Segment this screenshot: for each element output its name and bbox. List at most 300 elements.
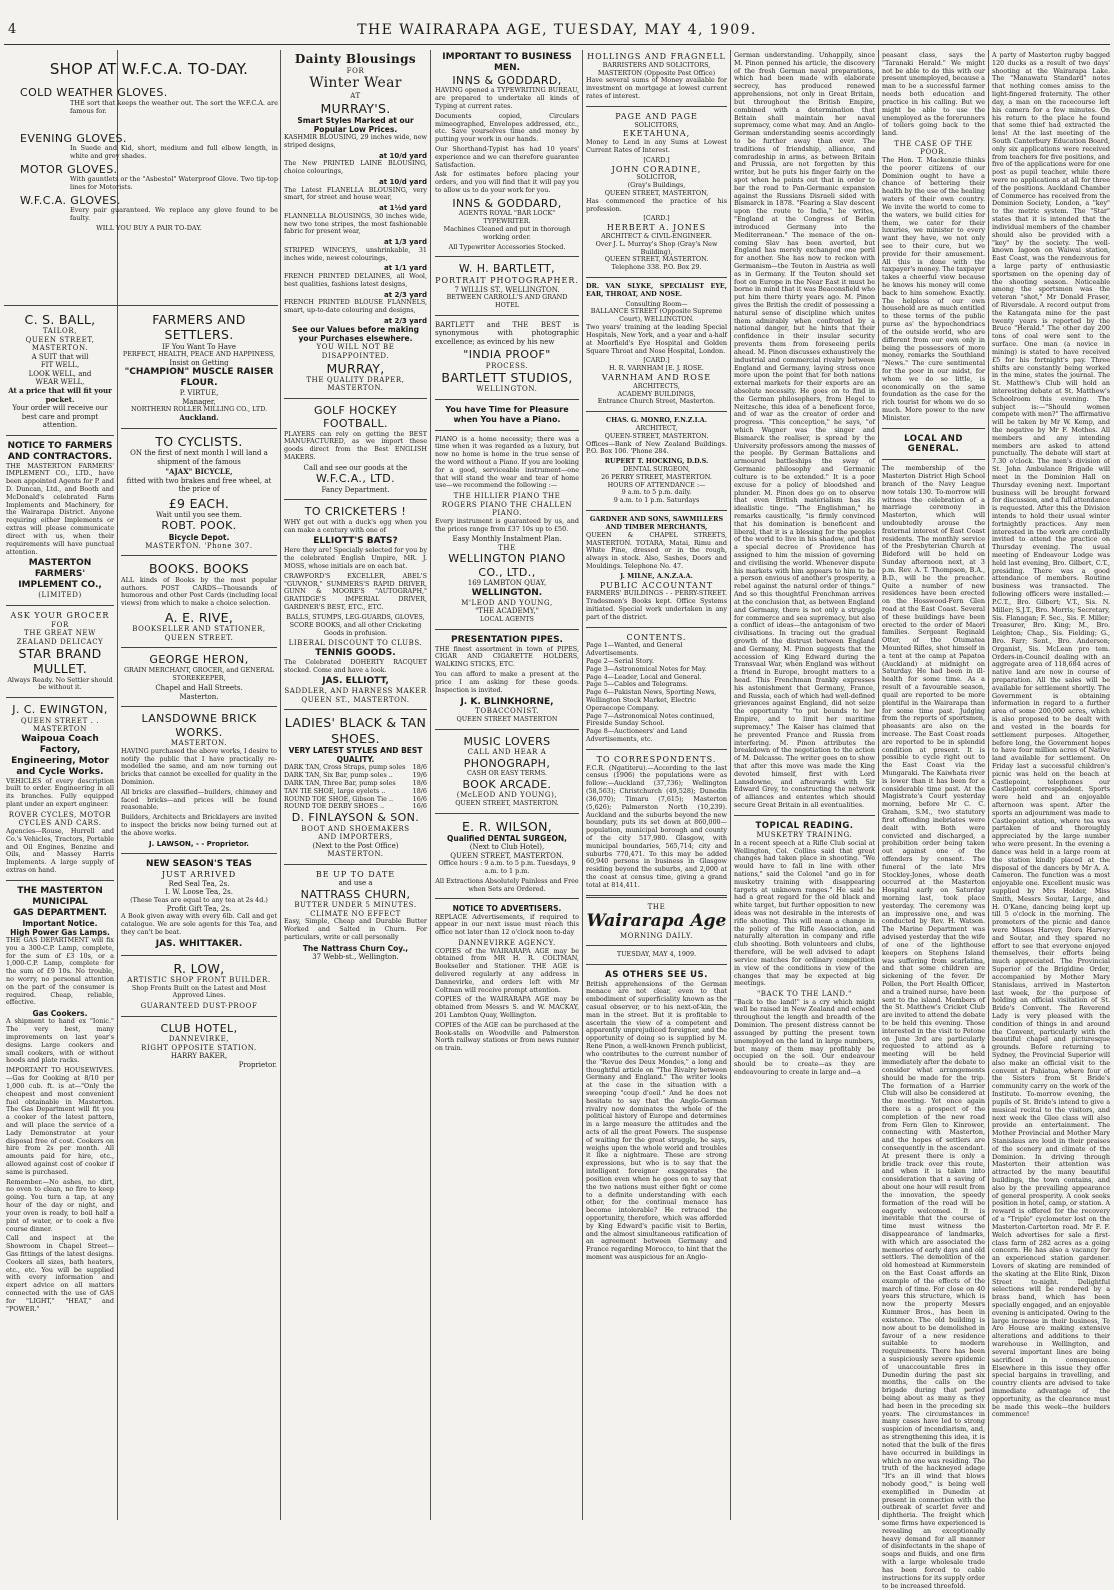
ajax-wait: Wait until you see them.: [156, 510, 242, 519]
contents-item: Page 4—Leader, Local and General.: [586, 672, 702, 681]
farmers-insist: Insist on Getting: [169, 358, 229, 367]
teas-arrived: JUST ARRIVED: [161, 870, 237, 880]
local-general-text: The membership of the Masterton District High School branch of the Navy League now totals 130. To-morrow will witness the celebration of a marriage ceremony in Masterton, which will undoubtedly arouse the fraternal interest of East Coast residents. The monthly service of the Presbyterian Church at Bideford will be held on Sunday afternoon next, at 3 p.m. Rev. A. T. Thompson, B.A., B.D., will be the preacher. Quite a number of new residences have been erected on the Hosswood-Fern Glen road at the East Coast. Several of these buildings have been erected to the order of Maori families. Sergeant Reginald Otter, of the Otumatea Mounted Rifles, shot himself in a tent at the camp at Papatoa (Auckland) at midnight on Saturday. He had been in ill-health for some time. As a result of a favourable season, quail are reported to be more plentiful in the Wairarapa than for some time past. Judging from the reports of sportsmen, pheasants are also on the increase. The East Coast roads are reported to be in splendid condition at present. It is possible to cycle right out to the East Coast via the Mungaraki. The Kaiwhata river is lower than it has been for a considerable time past. At the Magistrate's Court yesterday morning, before Mr C. C. Graham, S.M., two statutory first offending inebriates were dealt with. Both were convicted and discharged, a prohibition order being taken out against one of the offenders by consent. The funeral of the late Mrs Stockley-Jones, whose death occurred at the Masterton Hospital early on Saturday morning last, took place yesterday. The ceremony was an impressive one, and was conducted by Rev. H. Watson. The Marine Department was advised yesterday that the wife of one of the lighthouse keepers on Stephens Island was suffering from scarlatina, and that some children are sickening of the fever. Dr Pollen, the Port Health Officer, and a trained nurse, have been sent to the island. Members of the St. Matthew's Cricket Club are invited to attend the debate to be held this evening. Those interested in the visit to Petone on June 3rd are particularly requested to attend as a meeting will be held immediately after the debate to consider what arrangements should be made for the trip. The formation of a Harrier Club will also be considered at the meeting. Yet once again there is a prospect of the completion of the new road from Fern Glen to Kinrower, connecting with Masterton, and the hopes of settlers are consequently in the ascendant. At present there is only a bridle track over this route, and when it is taken into consideration that a saving of about one hour will result from the innovation, the speedy formation of the road will be eagerly welcomed. It is inevitable that the course of time must witness the disappearance of landmarks, with which are associated the memories of early days and old settlers. The demolition of the old homestead at Kummerstein on the East Coast affords an example of the effects of the march of time. For close on 40 years this structure, which is now the property Messrs Kummer Bros., has been in existence. The old building is now about to be demolished in favour of a new residence suitable to modern requirements. There has been a suspiciously severe epidemic of unaccountable fires in Dunedin during the past six months, the calls on the brigade during that period being about as many as they had been in the preceding six years. The circumstances in many cases have led to strong suspicion of incendiarism, and, as strengthening this idea, it is noted that the bulk of the fires have occurred in buildings in which no one was residing. The truth of the hackneyed adage "It's an ill wind that blows nobody good," is being well exemplified in Dunedin at present in connection with the outbreak of scarlet fever and diphtheria. The freight which some firms have experienced is revealing an exceptionally heavy demand for all manner of disinfectants in the shape of soaps and fluids, and one firm with a large wholesale trade has been forced to cable instructions for its supply order to be increased threefold.: [882, 464, 985, 1590]
varnham-names: H. R. VARNHAM [E. J. ROSE.: [609, 364, 704, 373]
coradine-text: Has commenced the practice of his profession.: [586, 196, 727, 213]
heron-town: Masterton.: [179, 692, 219, 701]
piano-text: PIANO is a home necessity; there was a time when it was regarded as a luxury, but now no home is home in the true sense of the word without a Piano. If you are looking for a good, serviceable instrument—one that will stand the wear and tear of home use—we recommend the following :—: [435, 434, 579, 490]
jones-sub: ARCHITECT & CIVIL-ENGINEER.: [601, 231, 712, 240]
column-rule: [582, 50, 583, 1520]
blousing-price: at 1/1 yard: [384, 264, 427, 273]
blousing-item: STRIPED WINCEYS, unshrinkable, 31 inches wide, newest colourings,: [284, 245, 427, 262]
gas-text: THE GAS DEPARTMENT will fix you a 300-C.P. Lamp, complete, for the sum of £3 10s, or a 1,000-C.P. Lamp, complete for the sum of £9 10s. No trouble, no worry, no personal attention on the part of the consumer is required. Cheap, reliable, effective.: [6, 935, 114, 1007]
virtue-name: P. VIRTUE,: [179, 389, 219, 398]
low-name: R. LOW,: [173, 960, 225, 976]
important-heading: IMPORTANT TO BUSINESS MEN.: [442, 52, 572, 73]
wellington-town: WELLINGTON.: [471, 587, 543, 598]
bartlett-text: BARTLETT and THE BEST is synonymous with photographic excellence; as evinced by his new: [435, 320, 579, 346]
waipoua-heading: Waipoua Coach Factory, Engineering, Motor and Cycle Works.: [11, 733, 109, 777]
dental-surgeon: Qualified DENTAL SURGEON,: [447, 833, 567, 843]
uptodate: BE UP TO DATE: [315, 869, 396, 879]
low-text: Shop Fronts Built on the Latest and Most Approved Lines.: [131, 983, 267, 1000]
ajax-bicycle: "AJAX" BICYCLE,: [165, 467, 233, 477]
lawson: J. LAWSON, - - Proprietor.: [149, 839, 249, 848]
motor-gloves-text: With gauntlets or the "Asbestol" Waterproof Glove. Two tip-top lines for Motorists.: [70, 175, 278, 192]
advertisers-text: REPLACE Advertisements, if required to appear in our next issue must reach this office not later than 12 o'clock noon to-day: [435, 912, 579, 937]
local-general-heading: LOCAL AND GENERAL.: [904, 433, 963, 454]
wfca-ltd: W.F.C.A., LTD.: [315, 472, 396, 486]
shoe-name: DARK TAN, Three Bar, pump soles: [284, 778, 396, 787]
rive-name: A. E. RIVE,: [164, 609, 234, 625]
contents-item: Page 8—Auctioneers' and Land Advertisements, etc.: [586, 727, 688, 744]
finlayson-addr: (Next to the Post Office): [312, 841, 399, 850]
wfca-advert: [20, 52, 278, 312]
card-label: [CARD.]: [643, 356, 670, 365]
teas-text: A Book given away with every 6lb. Call and get catalogue. We are sole agents for this Tea, and they can't be beat.: [121, 912, 277, 936]
brick-town: MASTERTON.: [170, 739, 228, 748]
whittaker: JAS. WHITTAKER.: [155, 938, 243, 949]
pook-name: ROBT. POOK.: [161, 519, 237, 533]
contents-item: Page 7—Astronomical Notes continued, Fireside Sunday School.: [586, 711, 715, 728]
evening-gloves-heading: EVENING GLOVES.: [20, 131, 127, 145]
low-guar: GUARANTEED DUST-PROOF: [140, 1002, 258, 1011]
teas-item: Red Seal Tea, 2s.: [168, 879, 230, 888]
champion-flour: "CHAMPION" MUSCLE RAISER FLOUR.: [124, 367, 274, 389]
suit-line: WEAR WELL,: [35, 378, 85, 387]
dainty-for: FOR: [346, 66, 365, 75]
monro-name: CHAS. G. MONRO, F.N.Z.I.A.: [606, 416, 707, 425]
easy-text: Easy, Simple, Cheap and Durable Butter Worked and Salted in Churn. For particulars, write or call personally: [284, 917, 427, 942]
india-process: PROCESS.: [485, 361, 529, 370]
nattrass-addr: 37 Webb-st., Wellington.: [312, 953, 399, 961]
blousing-item: FRENCH PRINTED BLOUSE FLANNELS, smart, up-to-date colouring and designs,: [284, 298, 427, 314]
finlayson-town: MASTERTON.: [327, 850, 384, 859]
shoe-price: 19/6: [412, 771, 427, 780]
pook-sub: Bicycle Depot.: [168, 532, 230, 542]
elliott-sub: SADDLER, AND HARNESS MAKER QUEEN ST., MASTERTON.: [284, 687, 427, 704]
column-2: [121, 312, 277, 1518]
wfca-gloves-heading: W.F.C.A. GLOVES.: [20, 194, 121, 208]
gas-hp: High Power Gas Lamps.: [10, 927, 110, 937]
farmers-if: IF You Want To Have: [161, 342, 237, 351]
grocer-for: FOR: [51, 620, 69, 629]
shoe-price: 18/6: [412, 786, 427, 795]
suit-line: Your order will receive our best care and prompt attention.: [12, 404, 108, 430]
teas-item: Profit Gift Tea, 2s.: [166, 904, 232, 913]
notice-farmers-text: THE MASTERTON FARMERS' IMPLEMENT CO., LTD., have been appointed Agents for P. and D. Duncan, Ltd., and Booth and McDonald's celebrated Farm Implements and Machinery, for the Wairarapa District. Anyone requiring either Implements or extras will please communicate direct with us, when their requirements will have punctual attention.: [6, 461, 114, 556]
club-hotel: CLUB HOTEL,: [160, 1021, 238, 1035]
wa-the: THE: [647, 902, 666, 911]
teas-heading: NEW SEASON'S TEAS: [145, 859, 253, 870]
piano-monthly: Easy Monthly Instalment Plan.: [452, 535, 562, 544]
values-text: See our Values before making your Purchases elsewhere.: [292, 325, 419, 344]
india-proof: "INDIA PROOF": [463, 348, 551, 362]
wfca-headline: SHOP AT W.F.C.A. TO-DAY.: [49, 60, 249, 78]
finlayson-sub: BOOT AND SHOEMAKERS: [301, 824, 410, 833]
musketry-heading: MUSKETRY TRAINING.: [756, 831, 853, 840]
monro-addr: QUEEN-STREET, MASTERTON.: [604, 431, 709, 440]
peasant-text: peasant class, says the "Taranaki Herald." We might not be able to do this with our present unemployed, because a man to be a successful farmer needs both education and practice in his calling. But we might be able to use the unemployed as the forerunners of toilers going back to the land.: [882, 51, 985, 138]
gas-heading: GAS DEPARTMENT.: [13, 907, 107, 918]
inns-accessories: All Typewriter Accessories Stocked.: [448, 242, 566, 251]
inns-agents: AGENTS ROYAL "BAR LOCK" TYPEWRITER.: [458, 209, 556, 226]
elliott-bats: ELLIOTT'S BATS?: [313, 536, 398, 547]
cold-weather-gloves-heading: COLD WEATHER GLOVES.: [20, 86, 168, 100]
golf-call: Call and see our goods at the: [303, 463, 408, 472]
inns-text: HAVING opened a TYPEWRITING BUREAU, are prepared to undertake all kinds of Typing at current rates.: [435, 86, 579, 110]
club-town: DANNEVIRKE,: [168, 1035, 230, 1044]
contents-item: Page 3—Astronomical Notes for May.: [586, 664, 707, 673]
books-text: ALL kinds of Books by the most popular authors. POST CARDS—Thousands of humorous and other Post Cards (including local views) from which to make a choice selection.: [121, 575, 277, 608]
cricket-text: WHY get out with a duck's egg when you can make a century with one of: [284, 517, 427, 534]
gardner-text: QUEEN & CHAPEL STREETS, MASTERTON. TOTARA, Matai, Rimu and White Pine, dressed or in the rough, always in stock. Also, Sashes, Doors and Mouldings. Telephone No. 47.: [586, 530, 727, 570]
teas-item: I. W. Loose Tea, 2s.: [165, 888, 233, 897]
shoe-row: [284, 803, 427, 811]
piano-time: You have Time for Pleasure when You have a Piano.: [445, 405, 569, 424]
dannevirke-heading: DANNEVIRKE AGENCY.: [458, 939, 556, 947]
hollings-sub: BARRISTERS AND SOLICITORS,: [602, 60, 711, 69]
hocking-sub: DENTAL SURGEON,: [623, 465, 690, 473]
blousing-price: at 2/3 yard: [384, 316, 427, 325]
blousing-price: at 10/d yard: [378, 178, 427, 187]
cyclists-heading: TO CYCLISTS.: [155, 433, 243, 449]
column-7: [882, 51, 985, 1590]
card-label: [CARD.]: [643, 155, 670, 164]
others-text: British apprehensions of the German menace are not clear, even to that embodiment of superficiality known as the casual observer, or to his next-of-kin, the man in the street. But it is profitable to ascertain the view of a competent and apparently unprejudiced foreigner, and the opportunity of doing so is supplied by M. Rene Pinon, a well-known French publicist, who contributes to the current number of the "Revue des Deux Mondes," a long and thoughtful article on "The Rivalry between Germany and England." The writer looks at the case in the situation with a sweeping "coup d'oeil." And he does not hesitate to say that the Anglo-German rivalry now dominates the whole of the political history of Europe and determines in a large measure the attitudes and the acts of all the great Powers. The suspense of waiting for the great struggle, he says, weighs upon the whole world and troubles it like a nightmare. These are strong expressions, but who is to say that the intelligent foreigner exaggerates the position even when he goes on to say that the two nations must either fight or come to a definite understanding with each other, for the continual menace has become intolerable? He retraced the opportunity, therefore, which was afforded by King Edward's pacific visit to Berlin, and the almost simultaneous ratification of an agreement between Germany and France regarding Morocco, to hint that the moment was auspicious for an Anglo-: [586, 979, 727, 1262]
motor-gloves-heading: MOTOR GLOVES.: [20, 162, 118, 176]
agencies-text: Agencies—Rouse, Hurrell and Co.'s Vehicles, Tractors, Portable and Oil Engines, Benzine and Oils, and Massey Harris Implements. A large supply of extras on hand.: [6, 826, 114, 874]
monro-sub: ARCHITECT,: [635, 423, 678, 432]
elliott-name: JAS. ELLIOTT,: [322, 676, 389, 687]
wellington-lambton: 169 LAMBTON QUAY,: [467, 579, 547, 588]
heron-addr: Chapel and Hall Streets.: [155, 684, 243, 693]
column-rule: [280, 50, 281, 1520]
jones-addr: QUEEN STREET, MASTERTON.: [604, 255, 709, 264]
shoe-name: DARK TAN, Six Bar, pump soles ..: [284, 771, 393, 780]
bartlett-willis: 7 WILLIS ST., WELLINGTON.: [454, 285, 560, 294]
column-rule: [730, 50, 731, 1520]
section-rule: [4, 305, 278, 306]
blousing-price: at 2/3 yard: [384, 290, 427, 299]
cold-weather-gloves-text: THE sort that keeps the weather out. The sort the W.F.C.A. are famous for.: [70, 98, 278, 115]
evening-gloves-text: In Suede and Kid, short, medium and full elbow length, in white and grey shades.: [70, 143, 278, 160]
suit-line: LOOK WELL, and: [28, 369, 92, 378]
bartlett-portrait: PORTRAIT PHOTOGRAPHER.: [435, 275, 579, 285]
column-3: [284, 52, 427, 1518]
suit-line: FIT WELL,: [40, 361, 80, 370]
vanslyke-consulting: Consulting Room—: [625, 299, 688, 308]
blousing-item: The New PRINTED LAINE BLOUSING, choice colourings,: [284, 159, 427, 176]
farmers-perfect: PERFECT, HEALTH, PEACE AND HAPPINESS,: [122, 350, 276, 359]
local-agents: LOCAL AGENTS: [480, 614, 534, 623]
nattrass-heading: NATTRASS CHURN,: [300, 887, 411, 901]
pipes-heading: PRESENTATION PIPES.: [451, 634, 563, 645]
bartlett-studios-town: WELLINGTON.: [476, 385, 538, 394]
milne-accountant: PUBLIC ACCOUNTANT: [599, 580, 714, 590]
gardner-name: GARDNER AND SONS, SAWMILLERS AND TIMBER MERCHANTS,: [589, 515, 724, 531]
dainty-heading: Dainty Blousings: [294, 52, 417, 66]
suit-line: A SUIT that will: [31, 352, 89, 361]
csball-sub: TAILOR,: [42, 327, 78, 336]
varnham-sub: ARCHITECTS,: [633, 381, 680, 390]
shoe-price: 18/6: [412, 763, 427, 772]
hollings-addr: MASTERTON (Opposite Post Office): [597, 68, 716, 77]
column-4: [435, 52, 579, 1518]
blousing-item: KASHMIR BLOUSING, 29 inches wide, new striped designs,: [284, 133, 427, 150]
varnham-bldg: ACADEMY BUILDINGS,: [617, 389, 696, 398]
blousing-price: at 1½d yard: [379, 204, 427, 213]
brick-text2: All bricks are classified—builders, chimney and faced bricks—and prices will be found reasonable.: [121, 787, 277, 812]
pook-addr: MASTERTON. 'Phone 307.: [145, 541, 253, 550]
blousing-price: at 10/d yard: [378, 151, 427, 160]
gas-cookers-heading: Gas Cookers.: [32, 1009, 88, 1019]
topical-heading: TOPICAL READING.: [755, 820, 854, 831]
shoe-name: ROUND TOE DERBY SHOES ..: [284, 802, 385, 811]
vanslyke-name: DR. VAN SLYKE, SPECIALIST EYE, EAR, THROAT, AND NOSE.: [586, 282, 727, 298]
brick-heading: LANSDOWNE BRICK WORKS.: [141, 712, 257, 739]
bartlett-studios: BARTLETT STUDIOS,: [441, 370, 573, 386]
copies-text: COPIES of the AGE can be purchased at the Book-stalls on Woodville and Palmerston North railway stations or from news runner on train.: [435, 1020, 579, 1053]
column-rule: [988, 50, 989, 1520]
ewington-name: J. C. EWINGTON,: [12, 703, 108, 717]
wa-date: TUESDAY, MAY 4, 1909.: [616, 950, 697, 959]
mfi-sub: (LIMITED): [38, 591, 82, 600]
masthead-title: THE WAIRARAPA AGE, TUESDAY, MAY 4, 1909.: [357, 22, 757, 38]
hocking-h2: 9 a.m. to 1 p.m. Saturdays: [613, 496, 700, 505]
jones-text: Over J. L. Murray's Shop (Gray's New Building),: [595, 239, 718, 256]
ajax-price: £9 EACH.: [168, 495, 230, 511]
phonograph: PHONOGRAPH,: [463, 756, 551, 770]
column-5: [586, 52, 727, 1518]
csball-name: C. S. BALL,: [24, 312, 96, 327]
murray-sub: THE QUALITY DRAPER,: [306, 375, 405, 384]
vanslyke-ballance: BALLANCE STREET (Opposite Supreme Court), WELLINGTON.: [590, 307, 723, 324]
dainty-at: AT: [350, 92, 361, 101]
ladies-shoes-heading: LADIES' BLACK & TAN SHOES.: [284, 715, 427, 746]
bats-list: CRAWFORD'S EXCELLER, ABEL'S "GUVNOR," SUMMERS'S RAPID DRIVER, GUNN & MOORE'S "AUTOGRAPH," GRATIDGE'S IMPERIAL DRIVER, GARDNER'S BEST, ETC., ETC.: [284, 571, 427, 612]
wilson-hours: Office hours : 9 a.m. to 5 p.m. Tuesdays, 9 a.m. to 1 p.m.: [438, 859, 576, 875]
coradine-sub: SOLICITOR,: [636, 173, 677, 182]
blousing-item: FRENCH PRINTED DELAINES, all Wool, best qualities, fashions latest designs,: [284, 271, 427, 288]
inns-name2: INNS & GODDARD,: [452, 196, 562, 210]
wfca-gloves-text2: WILL YOU BUY A PAIR TO-DAY.: [96, 224, 202, 233]
disappointed-text: YOU WILL NOT BE DISAPPOINTED.: [316, 343, 395, 361]
book-arcade: BOOK ARCADE.: [462, 777, 552, 791]
advertisers-heading: NOTICE TO ADVERTISERS.: [452, 904, 562, 914]
jones-name: HERBERT A. JONES: [606, 223, 707, 233]
gas-heading: THE MASTERTON: [17, 885, 103, 896]
gas-call-text: Call and inspect at the Showroom in Chapel Street—Gas fittings of the latest designs. Cookers all sizes, bath heaters, etc., etc. You will be supplied with every information and expert advice on all matters connected with the use of GAS for "LIGHT," "HEAT," and "POWER.": [6, 1234, 114, 1313]
page-town: EKETAHUNA,: [622, 129, 691, 139]
column-rule: [878, 50, 879, 1520]
shoe-price: 18/6: [412, 778, 427, 787]
call-hear: CALL AND HEAR A: [467, 748, 547, 757]
others-heading: AS OTHERS SEE US.: [605, 970, 708, 981]
inns-text4: Ask for estimates before placing your orders, and you will find that it will pay you to allow us to do your work for you.: [435, 170, 579, 195]
low-sub: ARTISTIC SHOP FRONT BUILDER.: [127, 975, 271, 984]
copies-text: COPIES of the WAIRARAPA AGE may be obtained from MR H. R. COLTMAN, Bookseller and Stationer. THE AGE is delivered regularly at any address in Dannevirke, and orders left with Mr Coltman will receive prompt attention.: [435, 946, 579, 994]
page-name: PAGE AND PAGE: [615, 111, 698, 121]
masthead: [0, 22, 1114, 42]
finlayson-imp: AND IMPORTERS,: [318, 833, 393, 842]
nattrass-co: The Nattrass Churn Coy.,: [302, 943, 409, 953]
poor-text: The Hon. T. Mackenzie thinks the poorer citizens of our Dominion ought to have a chance of bettering their health by the use of the healing waters of their own country. We invite the world to come to the waters, we build cities for them, we cater for their luxuries, we minister to every want they have, we not only see to their cure, but we provide for their amusement. All this is done with the taxpayer's money. The taxpayer takes a cheerful view because he knows his money will come back to him somehow. Exactly. The helpless of our own household are as much entitled to these terms of the public purse as' the hypochondriacs of the outside world, who are different from our own only in being the possessors of more money, remarks the Southland "News." The cure sentimental for the poor in our midst, for whom we do so little, is economically on the same foundation as the case for the rich tourist for whom we do so much. More power to the new Minister.: [882, 156, 985, 422]
hocking-hours: HOURS OF ATTENDANCE :—: [607, 480, 706, 489]
farmers-heading: FARMERS AND SETTLERS.: [152, 312, 246, 343]
contents-item: Page 2—Serial Story.: [586, 656, 654, 665]
backland-text: "Back to the land!" is a cry which might well be raised in New Zealand and echoed throughout the length and breadth of the Dominion. The present distress cannot be assuaged by putting the present town unemployed on the land in large numbers, but many of them may profitably be occupied on the soil. Our endeavour should be to create—as they are endeavouring to create in large and—a: [734, 997, 875, 1076]
mleod-young: M'LEOD AND YOUNG,: [461, 598, 553, 607]
blousing-list: [284, 134, 427, 325]
wilson-extractions: All Extractions Absolutely Painless and Free when Sets are Ordered.: [435, 876, 579, 893]
suit-line: At a price that will fit your pocket.: [8, 385, 112, 404]
blousing-item: FLANNELLA BLOUSINGS, 30 inches wide, new two tone stripes, the most fashionable fabric for present wear,: [284, 211, 427, 236]
contents-heading: CONTENTS.: [626, 632, 687, 642]
music-lovers: MUSIC LOVERS: [463, 734, 551, 748]
vanslyke-text: Two years' training at the leading Special Hospitals, New York, and a year and a-half at Moorfield's Eye Hospital and Golden Square Throat and Nose Hospital, London.: [586, 323, 727, 355]
balls-text: BALLS, STUMPS, LEG-GUARDS, GLOVES, SCORE BOOKS, and all other Cricketing Goods in profusion.: [286, 612, 425, 637]
hollings-text: Have several sums of Money available for investment on mortgage at lowest current rates of interest.: [586, 76, 727, 100]
gas-cookers-text: A shipment to hand ex "Ionic." The very best, many improvements on last year's designs. Large cookers and small cookers, with or without hoods and plate racks.: [6, 1017, 114, 1065]
baker-sub: Proprietor.: [238, 1060, 277, 1069]
shoe-name: DARK TAN, Cross Straps, pump soles: [284, 763, 406, 772]
bartlett-name: W. H. BARTLETT,: [458, 262, 556, 276]
shoe-price: 16/6: [412, 802, 427, 811]
shoe-name: TAN TIE SHOE, large eyelets ..: [284, 786, 386, 795]
murray-town: MASTERTON.: [327, 384, 384, 393]
backland-heading: "BACK TO THE LAND.": [756, 990, 852, 999]
inns-machines: Machines Cleaned and put in thorough working order.: [443, 224, 571, 241]
notice-farmers-heading: NOTICE TO FARMERS AND CONTRACTORS.: [7, 440, 113, 462]
winter-wear: Winter Wear: [309, 75, 402, 92]
tennis-text: The Celebrated DOHERTY RACQUET stocked. Come and have a look.: [284, 657, 427, 674]
wilson-next: (Next to Club Hotel),: [469, 843, 545, 852]
golf-heading: GOLF HOCKEY FOOTBALL.: [313, 403, 398, 431]
tennis-heading: TENNIS GOODS.: [315, 647, 396, 658]
club-opp: RIGHT OPPOSITE STATION.: [141, 1043, 257, 1052]
correspondents-text: F.C.R. (Ngatiteru).—According to the last census (1906) the populations were as follow:—Auckland (37,736); Wellington (58,563); Christchurch (49,528); Dunedin (36,070); Timaru (7,615); Masterton (5,626); Palmerston North (10,239). Auckland and the suburbs beyond the new boundary, puts its set down at 860,000—population, municipal borough and county of the city 517,980. Glasgow, with municipal boundaries, 565,714; city and suburbs 770,471. To this may be added 60,940 persons in business in Glasgow residing beyond the suburbs, and 2,000 at the coast at census time, giving a grand total at 814,411.: [586, 763, 727, 889]
card-label: [CARD.]: [643, 214, 670, 223]
blinkhorne-addr: QUEEN STREET MASTERTON: [456, 715, 558, 723]
grocer-delicacy: THE GREAT NEW ZEALAND DELICACY: [16, 629, 104, 646]
brick-text3: Builders, Architects and Bricklayers are invited to inspect the bricks now being turned out at the above works.: [121, 813, 277, 837]
csball-addr: QUEEN STREET, MASTERTON.: [25, 335, 95, 353]
correspondents-heading: TO CORRESPONDENTS.: [596, 754, 717, 764]
column-1: [6, 312, 114, 1518]
bartlett-between: BETWEEN CARROLL'S AND GRAND HOTEL: [446, 293, 568, 309]
contents-list: [586, 642, 727, 744]
coradine-name: JOHN CORADINE,: [611, 164, 702, 174]
gas-heading: MUNICIPAL: [32, 896, 88, 907]
blousing-price: at 1/3 yard: [384, 238, 427, 247]
column-8: [992, 52, 1110, 1518]
rover-heading: ROVER CYCLES, MOTOR CYCLES AND CARS.: [8, 810, 112, 828]
wfca-gloves-text: Every pair guaranteed. We replace any glove found to be faulty.: [70, 206, 278, 223]
cricketers-heading: TO CRICKETERS !: [304, 505, 407, 519]
milne-text: FARMERS' BUILDINGS - - PERRY-STREET. Tradesmen's Books kept. Office Systems initiated. Special work undertaken in any part of the district.: [586, 589, 727, 621]
hocking-name: RUPERT T. HOCKING, D.D.S.: [604, 457, 709, 466]
shoe-price: 16/6: [412, 794, 427, 803]
use-a: and use a: [338, 879, 373, 888]
star-brand-sub: Always Ready. No Settler should be without it.: [7, 675, 113, 692]
blinkhorne-name: J. K. BLINKHORNE,: [460, 696, 554, 707]
rive-addr: QUEEN STREET.: [164, 633, 234, 642]
inns-text3: Our Shorthand-Typist has had 10 years' experience and we can therefore guarantee Satisfaction.: [435, 145, 579, 169]
milne-name: J. MILNE, A.N.Z.A.A.: [620, 571, 693, 580]
smart-styles: Smart Styles Marked at our Popular Low Prices.: [297, 116, 414, 135]
mfi-heading: MASTERTON FARMERS' IMPLEMENT CO.,: [18, 558, 102, 591]
murrays-heading: MURRAY'S.: [320, 100, 391, 116]
copies-text: COPIES of the WAIRARAPA AGE may be obtained from Messrs S. and W. MACKAY, 201 Lambton Quay, Wellington.: [435, 995, 579, 1020]
hocking-addr: 26 PERRY STREET, MASTERTON.: [601, 472, 712, 481]
pipes-text: THE finest assortment in town of PIPES, CIGAR AND CIGARETTE HOLDERS, WALKING STICKS, ETC.: [435, 644, 579, 669]
piano-guarantee: Every instrument is guaranteed by us, and the prices range from £37 10s up to £50.: [435, 516, 579, 533]
star-brand-heading: STAR BRAND MULLET.: [18, 646, 102, 677]
gas-remember-text: Remember.—No ashes, no dirt, no oven to clean, no fire to keep going. You turn a tap, at any hour of the day or night, and your oven is ready, to boil half a pint of water, or to cook a five course dinner.: [6, 1177, 114, 1233]
vehicles-text: VEHICLES of every description built to order. Engineering in all its branches. Fully equipped plant under an expert engineer.: [6, 776, 114, 808]
finlayson-name: D. FINLAYSON & SON.: [291, 811, 420, 825]
wellington-the: THE: [498, 543, 516, 552]
heron-name: GEORGE HERON,: [149, 653, 249, 667]
contents-item: Page 1—Wanted, and General Advertisements.: [586, 641, 683, 658]
the-academy: "THE ACADEMY,": [475, 607, 539, 616]
piano-list: THE HILLIER PIANO THE ROGERS PIANO THE CHALLEN PIANO.: [441, 492, 573, 518]
auckland: Auckland.: [179, 413, 219, 423]
inns-name: INNS & GODDARD,: [452, 73, 562, 87]
tobacconist: TOBACCONIST.: [475, 707, 539, 716]
wellington-piano: WELLINGTON PIANO CO., LTD.,: [448, 552, 566, 579]
cash-terms: CASH OR EASY TERMS.: [467, 769, 547, 778]
virtue-sub: Manager,: [182, 397, 216, 406]
monro-office: Offices—Bank of New Zealand Buildings. P.O. Box 106. 'Phone 284.: [586, 439, 727, 456]
coradine-bldg: (Gray's Buildings,: [627, 181, 686, 190]
column-6: [734, 52, 875, 1518]
varnham-firm: VARNHAM AND ROSE: [601, 372, 712, 382]
brick-text: HAVING purchased the above works, I desire to notify the public that I have practically re-modelled the same, and am now turning out bricks that cannot be excelled for quality in the Dominion.: [121, 746, 277, 786]
cyclists-text: ON the first of next month I will land a shipment of the famous: [130, 448, 268, 466]
murray-name: MURRAY,: [326, 360, 385, 376]
page-text: Money to Lend in any Sums at Lowest Current Rates of Interest.: [586, 138, 727, 154]
teas-item: (These Teas are equal to any tea at 2s 4d.): [130, 895, 268, 904]
liberal-discount: LIBERAL DISCOUNT TO CLUBS.: [288, 639, 423, 648]
wa-morning: MORNING DAILY.: [620, 931, 693, 940]
contents-item: Page 5—Cables and Telegrams.: [586, 680, 688, 689]
varnham-addr: Entrance Church Street, Masterton.: [597, 397, 716, 406]
heron-text: GRAIN MERCHANT, GROCER, and GENERAL STOREKEEPER,: [123, 665, 275, 682]
inns-text2: Documents copied, Circulars mimeographed, Envelopes addressed, etc., etc. Save yourselves time and money by putting your work in our hands.: [435, 111, 579, 144]
poor-heading: THE CASE OF THE POOR.: [894, 139, 973, 157]
gas-notice: Important Notice.: [22, 918, 98, 928]
latest-styles: VERY LATEST STYLES AND BEST QUALITY.: [288, 745, 423, 765]
hollings-name: HOLLINGS AND FRAGNELL: [587, 52, 726, 61]
butter-text: BUTTER UNDER 5 MINUTES.: [294, 901, 417, 910]
books-heading: BOOKS. BOOKS: [149, 561, 249, 577]
shoe-list: [284, 764, 427, 811]
northern-milling: NORTHERN ROLLER MILLING CO., LTD.: [130, 405, 268, 414]
baker: HARRY BAKER,: [170, 1052, 228, 1061]
arcade-sub: (McLEOD AND YOUNG),: [456, 791, 558, 800]
gas-important-text: IMPORTANT TO HOUSEWIVES.—Gas for Cooking at 8/10 per 1,000 cub. ft. is at—"Only the cheapest and most convenient fuel obtainable in Masterton. The Gas Department will fit you a cooker of the latest pattern, and will place the service of a Lady Demonstrator at your disposal free of cost. Cookers on hire from 2s per month. All amounts paid for hire, etc., allowed against cost of cooker if same is purchased.: [6, 1066, 114, 1176]
page-number: 4: [8, 22, 17, 37]
wilson-name: E. R. WILSON,: [461, 818, 553, 834]
golf-text: PLAYERS can rely on getting the BEST MANUFACTURED, as we import these goods direct from the Best ENGLISH MAKERS.: [284, 429, 427, 462]
rive-sub: BOOKSELLER AND STATIONER,: [132, 625, 266, 634]
jones-tel: Telephone 338. P.O. Box 29.: [611, 263, 702, 272]
masthead-rule: [4, 44, 1110, 45]
wilson-addr: QUEEN STREET, MASTERTON.: [450, 851, 564, 860]
contents-item: Page 6—Pakistan News, Sporting News, Wellington Stock Market, Electric Operaecope Company.: [586, 688, 717, 712]
leader-text: German understanding. Unhappily, since M. Pinon penned his article, the discovery of the fresh German naval preparations, which had been made with elaborate secrecy, has produced renewed apprehensions, not only in Great Britain, but throughout the British Empire, combined with a determination that Britain shall maintain her naval supremacy, come what may. And an Anglo-German understanding seems accordingly to be further away than ever. The traditions of friendship, alliance, and comradeship in arms, as between Britain and Prussia, are not forgotten by this writer, but he puts his finger fairly on the spot when he points out that in order to bar the road to Pan-Germanic expansion against the Russians Disraeli sided with Bismarck in 1878. "Fearing a Slav descent upon the route to India," he writes, "England at the Congress of Berlin introduced Germany into the Mediterranean." The menace of the on-coming Slav has been averted, but England has merely exchanged one peril for another. She has now to reckon with Germanism—the Teuton in Austria as well as in Germany. If the Teuton should set foot on Europe in the Near East it must be borne in mind that it was Beaconsfield who put him there thirty years ago. M. Pinon gives the British the credit of possessing a natural sense of discipline which unites them admirably when confronted by a national danger, but he hints that their confidence in their insular security prevents them from foreseeing perils ahead. M. Pinon discusses exhaustively the industrial and commercial rivalry between England and Germany, laying stress once more upon the point that for both nations external markets for their exports are an absolute necessity. He goes on to find in the German philosophers, from Hegel to Neitzsche, this idea of a beneficent force, and of war as the creator of order and progress. "This conception," he says, "of which Wagner was the singer and Bismarck the realiser, is spread by the University professors among the masses of the people. By German Battalions and armoured battleships the sway of Germanic philosophy and Germanic culture is to be extended." It is a poor excuse for a policy of bloodshed and plunder. M. Pinon does go on to observe that even British materialism has its idealistic tinge. "The Englishman," he remarks caustically, "is firmly convinced that his domination is beneficent and liberal, that it is a blessing for the peoples of the world to live in his shadow, and that a special decree of Providence has assigned to him the mission of governing and civilising the world. Whenever dispute his markets with him appears to him to be a person envious of another's prosperity, a rebel against the natural order of things." And so this thoughtful Frenchman arrives at the conclusion that, as between England and Germany, there is not only a struggle for commerce and sea supremacy, but also a conflict of ideas—the antagonism of two civilisations. In tracing out the gradual growth of the distrust between England and Germany, M. Pinon suggests that the accession of King Edward during the Transvaal War, when England was without a friend in Europe, brought matters to a head. This Frenchman frankly expresses his astonishment that Germany, France, and Russia, each of which had well-defined grievances against England, did not seize the opportunity "to put bounds to her Empire, and to limit her maritime supremacy." The Kaiser has claimed that he prevented France and Russia from interfering. M. Pinon attributes the breakdown of the negotiation to the action of M. Delcasse. The writer goes on to show that after this move was made the King devoted himself, first with Lord Lansdowne, and afterwards with Sir Edward Grey, to constructing the network of alliances and ententes which should secure Great Britain in all eventualities.: [734, 51, 875, 809]
